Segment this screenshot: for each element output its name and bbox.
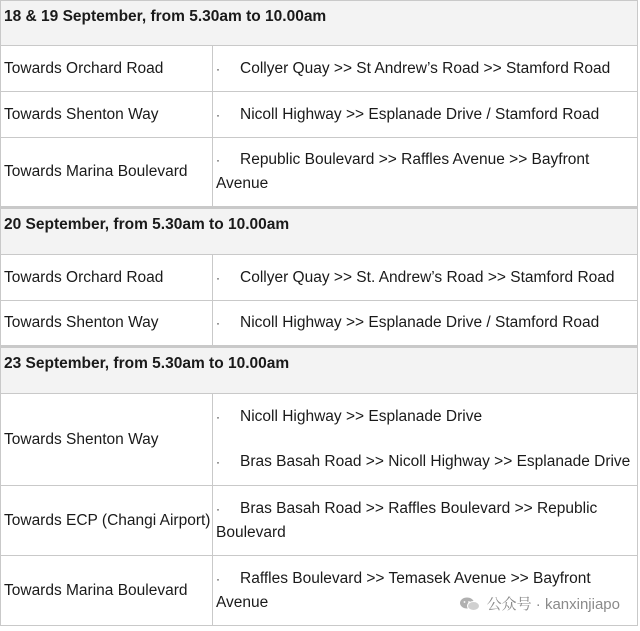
section-header (1, 347, 638, 394)
section-header-text: 20 September, from 5.30am to 10.00am (1, 208, 638, 255)
direction-cell: Towards ECP (Changi Airport) (1, 486, 213, 556)
table-row (1, 486, 638, 556)
route-text: Republic Boulevard >> Raffles Avenue >> Bayfront Avenue (216, 151, 590, 192)
route-text: Collyer Quay >> St. Andrew’s Road >> Stamford Road (240, 268, 615, 286)
bullet-icon: · (216, 455, 220, 469)
bullet-icon: · (216, 107, 220, 122)
route-text: Collyer Quay >> St Andrew’s Road >> Stamford Road (240, 59, 611, 77)
section-header-text: 18 & 19 September, from 5.30am to 10.00am (1, 1, 638, 46)
bullet-icon: · (216, 410, 220, 424)
route-cell (213, 138, 638, 208)
route-cell (213, 394, 638, 486)
route-cell (213, 46, 638, 92)
route-cell (213, 92, 638, 138)
route-cell (213, 486, 638, 556)
direction-cell: Towards Shenton Way (1, 92, 213, 138)
section-header (1, 1, 638, 46)
direction-cell: Towards Orchard Road (1, 46, 213, 92)
watermark-text: 公众号 · kanxinjiapo (486, 596, 620, 613)
route-text: Raffles Boulevard >> Temasek Avenue >> Bayfront Avenue (216, 569, 591, 611)
route-text: Nicoll Highway >> Esplanade Drive / Stamford Road (240, 314, 600, 331)
route-text: Nicoll Highway >> Esplanade Drive / Stamford Road (240, 105, 600, 123)
table-row (1, 92, 638, 138)
direction-cell: Towards Marina Boulevard (1, 556, 213, 626)
table-row (1, 138, 638, 208)
route-text: Bras Basah Road >> Nicoll Highway >> Esplanade Drive (240, 453, 631, 470)
route-cell (213, 255, 638, 301)
direction-cell: Towards Marina Boulevard (1, 138, 213, 208)
bullet-icon: · (216, 501, 220, 516)
bullet-icon: · (216, 153, 220, 167)
table-row (1, 394, 638, 486)
route-cell (213, 301, 638, 347)
direction-cell: Towards Orchard Road (1, 255, 213, 301)
table-row (1, 255, 638, 301)
section-header (1, 208, 638, 255)
route-text: Nicoll Highway >> Esplanade Drive (240, 408, 483, 425)
table-row (1, 556, 638, 626)
watermark (459, 593, 620, 614)
bullet-icon: · (216, 571, 220, 586)
table-row (1, 46, 638, 92)
route-line (216, 405, 637, 429)
bullet-icon: · (216, 61, 220, 76)
route-line (216, 450, 637, 474)
bullet-icon: · (216, 316, 220, 330)
wechat-icon (459, 596, 481, 612)
bullet-icon: · (216, 270, 220, 285)
section-header-text: 23 September, from 5.30am to 10.00am (1, 347, 638, 394)
direction-cell: Towards Shenton Way (1, 394, 213, 486)
table-row (1, 301, 638, 347)
direction-cell: Towards Shenton Way (1, 301, 213, 347)
route-text: Bras Basah Road >> Raffles Boulevard >> Republic Boulevard (216, 499, 598, 541)
route-cell (213, 556, 638, 626)
